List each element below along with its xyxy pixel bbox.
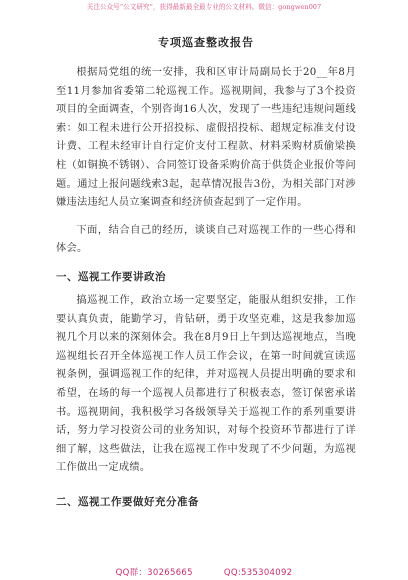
promo-banner: 关注公众号“公文研究”，获得最新最全最专业的公文材料。微信：gongwen007 — [86, 3, 322, 11]
document-title: 专项巡查整改报告 — [158, 36, 254, 49]
page-footer — [0, 566, 408, 578]
section-heading-1: 一、巡视工作要讲政治 — [56, 270, 166, 283]
footer-qq: QQ:535304092 — [223, 568, 293, 578]
paragraph-intro: 根据局党组的统一安排，我和区审计局副局长于20__年8月至11月参加省委第二轮巡视工作。巡视期间，我参与了3个投资项目的全面调查，个别咨询16人次，发现了一些违纪违规问题线索：如工程未进行公开招投标、虚假招投标、超规定标准支付设计费、工程未经审计自行定价支付工程款、材料采购材质偷梁换柱（如铜换不锈钢）、合同签订设备采购价高于供货企业报价等问题。通过上报问题线索3起，起草情况报告3份，为相关部门对涉嫌违法违纪人员立案调查和经济侦查起到了一定作用。 — [56, 67, 356, 209]
paragraph-section-1: 搞巡视工作，政治立场一定要坚定，能服从组织安排，工作要认真负责，能勤学习，肯钻研，勇于攻坚克难，这是我参加巡视几个月以来的深刻体会。我在8月9日上午到达巡视地点，当晚巡视组长召开全体巡视工作人员工作会议，在第一时间就宣读巡视条例，强调巡视工作的纪律，并对巡视人员提出明确的要求和希望，在场的每一个巡视人员都进行了积极表态，签订保密承诺书。巡视期间，我积极学习各级领导关于巡视工作的系列重要讲话，努力学习投资公司的业务知识，对每个投资环节都进行了详细了解，这些做法，让我在巡视工作中发现了不少问题，为巡视工作做出一定成绩。 — [56, 294, 356, 474]
footer-qq-group: QQ群：30265665 — [115, 568, 193, 578]
section-heading-2: 二、巡视工作要做好充分准备 — [56, 495, 199, 508]
document-body — [56, 34, 356, 517]
paragraph-transition: 下面，结合自己的经历，谈谈自己对巡视工作的一些心得和体会。 — [56, 224, 356, 255]
